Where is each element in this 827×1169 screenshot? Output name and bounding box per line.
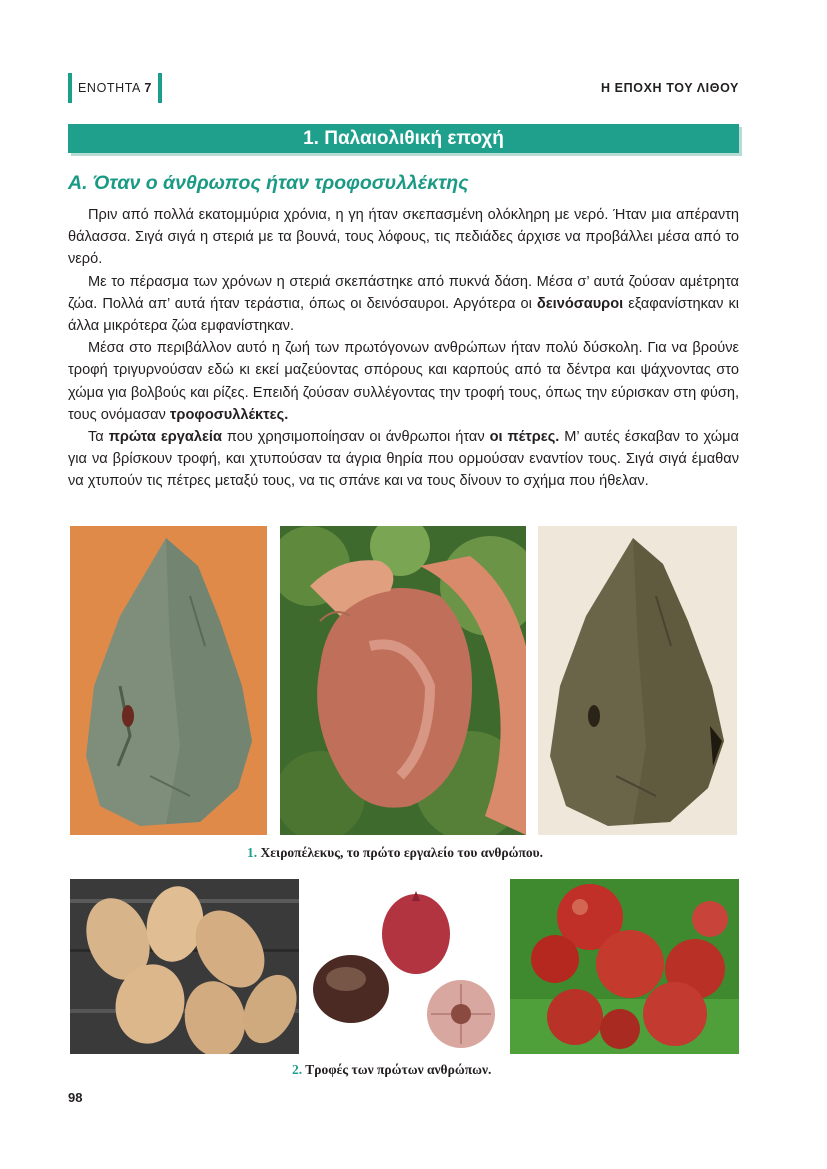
paragraph-4-bold-2: οι πέτρες. [489, 429, 560, 446]
chapter-title: Η ΕΠΟΧΗ ΤΟΥ ΛΙΘΟΥ [600, 81, 739, 95]
paragraph-4 [68, 426, 739, 493]
figure-2-number: 2. [292, 1062, 303, 1077]
paragraph-2-bold: δεινόσαυροι [536, 295, 624, 312]
unit-number: 7 [144, 81, 152, 95]
figure-1-number: 1. [247, 845, 258, 860]
paragraph-3-text-a: Μέσα στο περιβάλλον αυτό η ζωή των πρωτόγονων ανθρώπων ήταν πολύ δύσκολη. Για να βρούνε τροφή τριγυρνούσαν εδώ κι εκεί μαζεύοντας σπόρους και καρπούς από τα δέντρα και ψάχνοντας στο χώμα για βολβούς και ρίζες. Επειδή ζούσαν συλλέγοντας την τροφή τους, όπως την εύρισκαν στη φύση, τους ονόμασαν [68, 340, 739, 423]
lesson-title: 1. Παλαιολιθική εποχή [303, 127, 504, 149]
body-text [68, 204, 739, 493]
lesson-title-band [68, 124, 739, 153]
paragraph-4-bold-1: πρώτα εργαλεία [108, 429, 222, 446]
paragraph-1-text: Πριν από πολλά εκατομμύρια χρόνια, η γη ήταν σκεπασμένη ολόκληρη με νερό. Ήταν μια απέραντη θάλασσα. Σιγά σιγά η στεριά με τα βουνά, τους λόφους, τις πεδιάδες άρχισε να προβάλλει μέσα από το νερό. [68, 207, 739, 268]
section-heading: Α. Όταν ο άνθρωπος ήταν τροφοσυλλέκτης [68, 172, 469, 194]
paragraph-4-text-b: που χρησιμοποίησαν οι άνθρωποι ήταν [221, 429, 490, 446]
figure-1-caption [247, 845, 543, 861]
paragraph-3 [68, 337, 739, 426]
unit-label: ΕΝΟΤΗΤΑ [78, 81, 141, 95]
paragraph-3-bold: τροφοσυλλέκτες. [169, 406, 289, 423]
bulbs-photo [306, 879, 502, 1054]
hand-axe-photo-orange [70, 526, 267, 835]
figure-1-caption-text: Χειροπέλεκυς, το πρώτο εργαλείο του ανθρώπου. [260, 845, 544, 860]
figure-2-caption [292, 1062, 491, 1078]
figure-2-caption-text: Τροφές των πρώτων ανθρώπων. [305, 1062, 492, 1077]
hand-axe-photo-brown [538, 526, 737, 835]
paragraph-2-text-a: Με το πέρασμα των χρόνων η στεριά σκεπάστηκε από πυκνά δάση. Μέσα σ’ αυτά ζούσαν αμέτρητα ζώα. Πολλά απ’ αυτά ήταν τεράστια, όπως οι δεινόσαυροι. Αργότερα οι [68, 273, 739, 312]
page-number: 98 [68, 1090, 83, 1105]
apples-photo [510, 879, 739, 1054]
paragraph-4-text-a: Τα [88, 429, 109, 446]
unit-indicator [68, 73, 162, 103]
unit-bar-right [158, 73, 162, 103]
paragraph-4-text-c: Μ’ αυτές έσκαβαν το χώμα για να βρίσκουν τροφή, και χτυπούσαν τα άγρια θηρία που ορμούσαν εναντίον τους. Σιγά σιγά έμαθαν να χτυπούν τις πέτρες μεταξύ τους, να τις σπάνε και να τους δίνουν το σχήμα που ήθελαν. [68, 429, 739, 490]
almonds-photo [70, 879, 299, 1054]
hand-holding-axe-photo [280, 526, 526, 835]
paragraph-2 [68, 271, 739, 338]
paragraph-1 [68, 204, 739, 271]
unit-label-group [72, 81, 158, 95]
paragraph-2-text-b: εξαφανίστηκαν κι άλλα μικρότερα ζώα εμφανίστηκαν. [68, 295, 739, 335]
